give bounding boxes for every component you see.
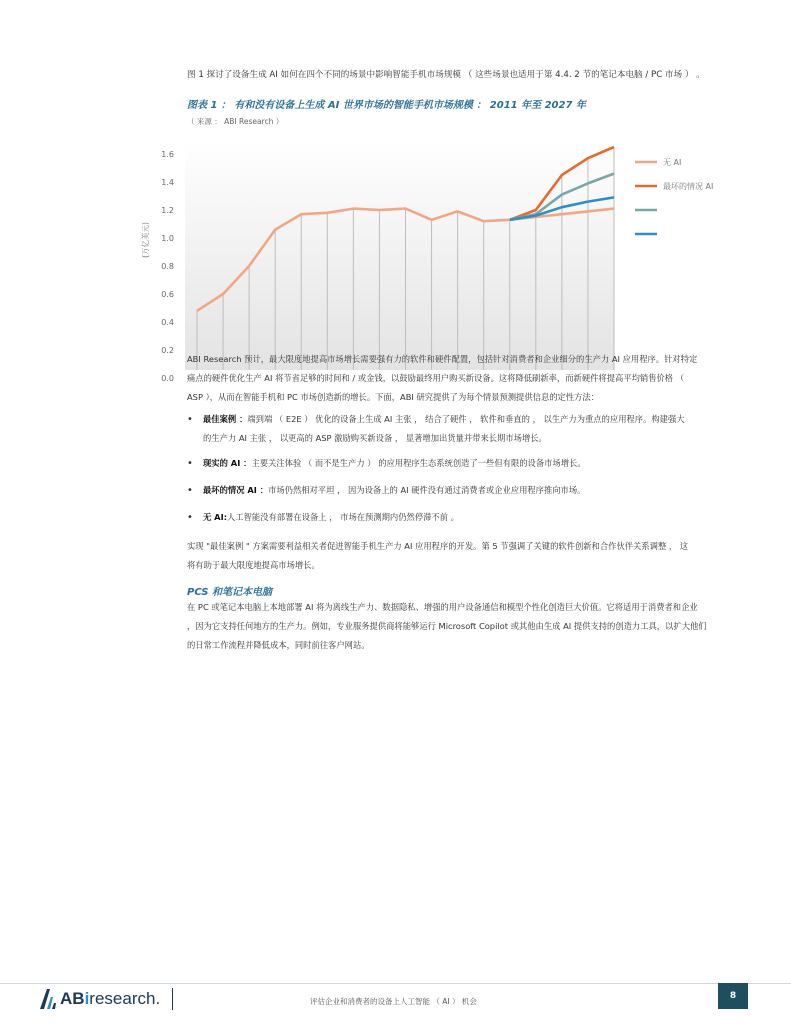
body-para3-line3: 的日常工作流程并降低成本，同时前往客户网站。 [187, 640, 370, 650]
y-tick-label: 1.2 [161, 206, 174, 215]
bullet-text: 市场仍然相对平坦 ， 因为设备上的 AI 硬件没有通过消费者或企业应用程序推向市场。 [268, 485, 586, 495]
page-number: 8 [718, 983, 748, 1009]
body-para1-line3: ASP ），从而在智能手机和 PC 市场创造新的增长。下面，ABI 研究提供了为每个情景预测提供信息的定性方法： [187, 392, 600, 402]
body-para2-line1: 实现 "最佳案例 " 方案需要利益相关者促进智能手机生产力 AI 应用程序的开发。第 5 节强调了关键的软件创新和合作伙伴关系调整 ， 这 [187, 541, 689, 551]
bullet-dot: • [187, 512, 193, 523]
body-para3-line1: 在 PC 或笔记本电脑上本地部署 AI 将为离线生产力、数据隐私、增强的用户设备通信和模型个性化创造巨大价值。它将适用于消费者和企业 [187, 602, 698, 612]
logo-divider [172, 988, 173, 1010]
y-tick-label: 0.8 [161, 262, 174, 271]
bullet-text: 人工智能没有部署在设备上 ， 市场在预测期内仍然停滞不前 。 [227, 512, 459, 522]
abi-logo [40, 988, 173, 1010]
y-tick-label: 0.4 [161, 318, 174, 327]
y-tick-label: 0.0 [161, 374, 174, 383]
abi-logo-mark-icon [40, 989, 58, 1009]
bullet-label: 最佳案例 ： [203, 414, 248, 424]
bullet-label: 最坏的情况 AI ： [203, 485, 269, 495]
y-axis-label: (万亿美元) [141, 222, 150, 258]
body-para1-line2: 痛点的硬件优化生产 AI 将节省足够的时间和 / 或金钱，以鼓励最终用户购买新设备。这将降低刷新率，而新硬件将提高平均销售价格 （ [187, 373, 685, 383]
bullet-dot: • [187, 458, 193, 469]
body-para3-line2: ，因为它支持任何地方的生产力。例如，专业服务提供商将能够运行 Microsoft Copilot 或其他由生成 AI 提供支持的创造力工具，以扩大他们 [187, 621, 707, 631]
y-tick-label: 1.0 [161, 234, 174, 243]
bullet-label: 无 AI: [203, 512, 228, 522]
bullet-dot: • [187, 485, 193, 496]
bullet-text: 主要关注体验 （ 而不是生产力 ） 的应用程序生态系统创造了一些但有限的设备市场增长。 [251, 458, 586, 468]
legend-label: 无 AI [663, 158, 682, 167]
bullet-text: 端到端 （ E2E ） 优化的设备上生成 AI 主张 ， 结合了硬件 ， 软件和垂直的 ， 以生产力为重点的应用程序。构建强大 [247, 414, 685, 424]
logo-text: ABiresearch. [60, 989, 161, 1008]
y-tick-label: 0.2 [161, 346, 174, 355]
footer-divider [0, 983, 791, 984]
body-overlap-line: ABI Research 预计，最大限度地提高市场增长需要强有力的软件和硬件配置，包括针对消费者和企业细分的生产力 AI 应用程序。针对特定 [187, 354, 698, 364]
legend-label: 最坏的情况 AI [663, 182, 714, 191]
bullet-label: 现实的 AI ： [203, 458, 252, 468]
figure-title: 图表 1 ： 有和没有设备上生成 AI 世界市场的智能手机市场规模 ： 2011 年至 2027 年 [187, 100, 586, 111]
section-heading: PCS 和笔记本电脑 [187, 587, 272, 598]
bullet-text-cont: 的生产力 AI 主张 ， 以更高的 ASP 激励购买新设备 ， 显著增加出货量并带来长期市场增长。 [203, 433, 547, 443]
y-tick-label: 1.4 [161, 178, 174, 187]
footer-caption: 评估企业和消费者的设备上人工智能 （ AI ） 机会 [310, 997, 477, 1006]
y-tick-label: 0.6 [161, 290, 174, 299]
body-para2-line2: 将有助于最大限度地提高市场增长。 [187, 560, 320, 570]
bullet-dot: • [187, 414, 193, 425]
y-tick-label: 1.6 [161, 150, 174, 159]
intro-text: 图 1 探讨了设备生成 AI 如何在四个不同的场景中影响智能手机市场规模 （ 这些场景也适用于第 4.4. 2 节的笔记本电脑 / PC 市场 ） 。 [187, 70, 705, 80]
figure-source: （ 来源 ： ABI Research ） [187, 117, 284, 126]
